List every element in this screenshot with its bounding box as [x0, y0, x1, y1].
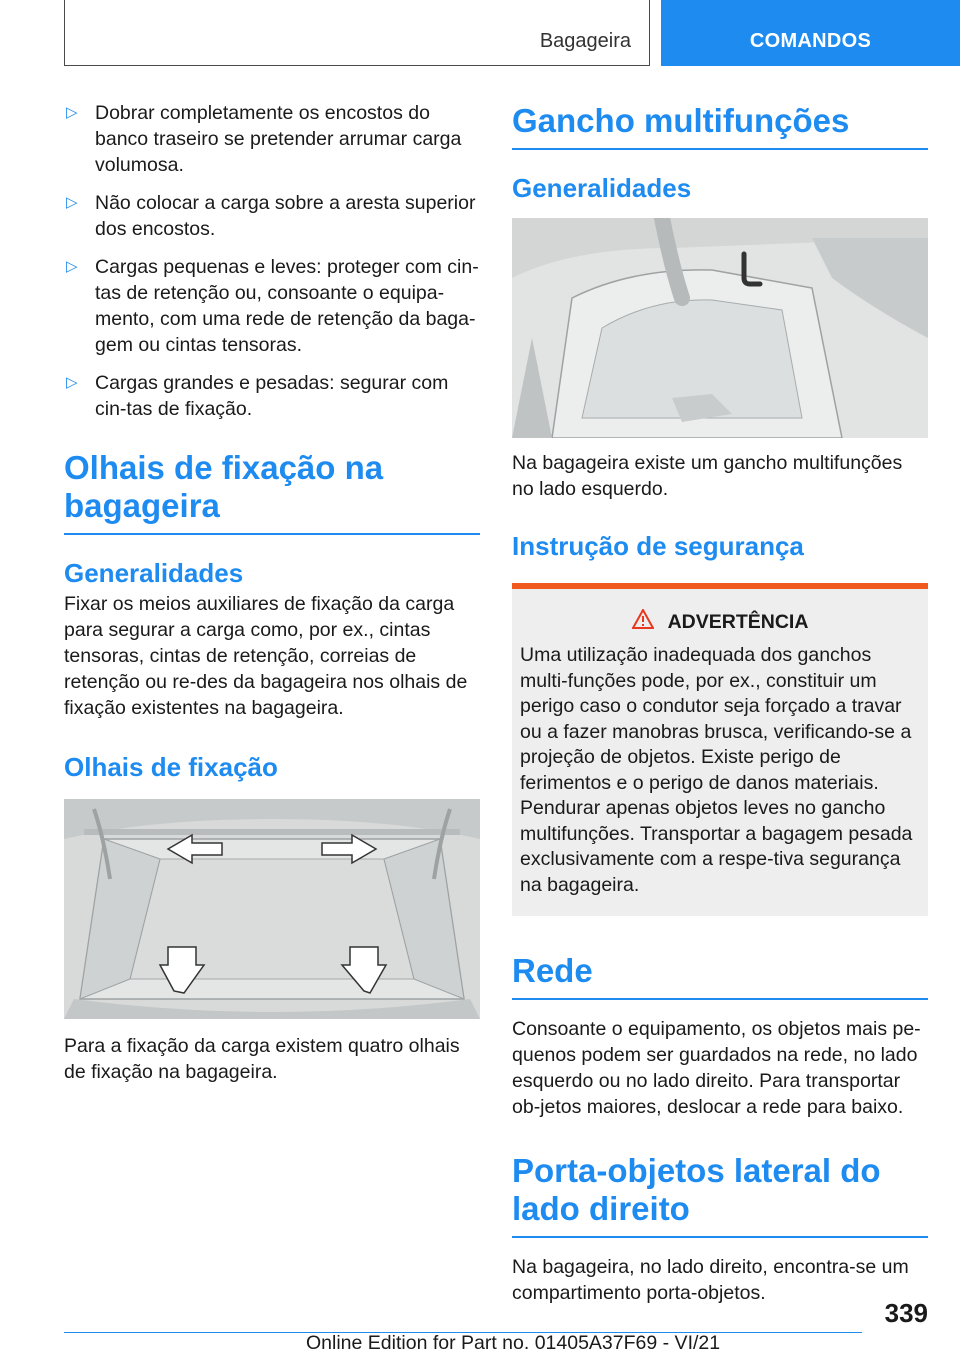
subsection-title-generalidades: Generalidades [64, 558, 244, 588]
multifunction-hook-image [512, 218, 928, 438]
triangle-bullet-icon: ▷ [66, 258, 78, 275]
list-item: ▷ Cargas pequenas e leves: proteger com cin-tas de retenção ou, consoante o equipa-mento, com uma rede de retenção da baga-gem ou cintas tensoras. [66, 256, 479, 356]
subsection-title-generalidades-gancho: Generalidades [512, 173, 692, 203]
subsection-title-seguranca: Instrução de segurança [512, 531, 804, 561]
page-number: 339 [884, 1298, 928, 1328]
footer-edition: Online Edition for Part no. 01405A37F69 - VI/21 [306, 1332, 721, 1354]
subsection-title-olhais-fixacao: Olhais de fixação [64, 752, 278, 782]
section-title-porta-objetos: Porta-objetos lateral do lado direito [512, 1152, 928, 1238]
triangle-bullet-icon: ▷ [66, 104, 78, 121]
gancho-caption: Na bagageira existe um gancho multifunções no lado esquerdo. [512, 452, 903, 500]
warning-box [512, 583, 928, 916]
right-column [512, 100, 928, 1306]
list-item: ▷ Não colocar a carga sobre a aresta superior dos encostos. [66, 192, 476, 240]
list-item: ▷ Dobrar completamente os encostos do banco traseiro se pretender arrumar carga volumosa. [66, 102, 462, 176]
left-column [64, 100, 480, 1085]
generalidades-text: Fixar os meios auxiliares de fixação da carga para segurar a carga como, por ex., cintas tensoras, cintas de retenção, correias de retenção ou re-des da bagageira nos olhais de fixação existentes na bagageira. [64, 593, 468, 719]
triangle-bullet-icon: ▷ [66, 374, 78, 391]
trunk-anchors-image [64, 799, 480, 1019]
triangle-bullet-icon: ▷ [66, 194, 78, 211]
section-title-rede: Rede [512, 952, 928, 1000]
warning-text: Uma utilização inadequada dos ganchos multi-funções pode, por ex., constituir um perigo caso o condutor seja forçado a travar ou a fazer manobras brusca, verificando-se a projeção de objetos. Existe perigo de ferimentos e o perigo de danos materiais. Pendurar apenas objetos leves no gancho multifunções. Transportar a bagagem pesada exclusivamente com a respe-tiva segurança na bagageira. [520, 644, 913, 896]
header-frame [64, 0, 650, 66]
bullet-list [64, 100, 480, 422]
olhais-caption: Para a fixação da carga existem quatro olhais de fixação na bagageira. [64, 1035, 460, 1083]
header-chapter-tab [661, 0, 960, 66]
section-title-olhais: Olhais de fixação na bagageira [64, 449, 480, 535]
warning-title: ADVERTÊNCIA [667, 610, 809, 633]
warning-header [520, 609, 920, 635]
list-item: ▷ Cargas grandes e pesadas: segurar com cin-tas de fixação. [66, 372, 449, 420]
header-section-title: Bagageira [539, 30, 631, 52]
porta-objetos-text: Na bagageira, no lado direito, encontra-se um compartimento porta-objetos. [512, 1256, 909, 1304]
rede-text: Consoante o equipamento, os objetos mais pe-quenos podem ser guardados na rede, no lado esquerdo ou no lado direito. Para transportar ob-jetos maiores, deslocar a rede para baixo. [512, 1018, 921, 1118]
warning-triangle-icon [632, 609, 654, 635]
section-title-gancho: Gancho multifunções [512, 102, 928, 150]
header-chapter-label: COMANDOS [749, 29, 872, 52]
